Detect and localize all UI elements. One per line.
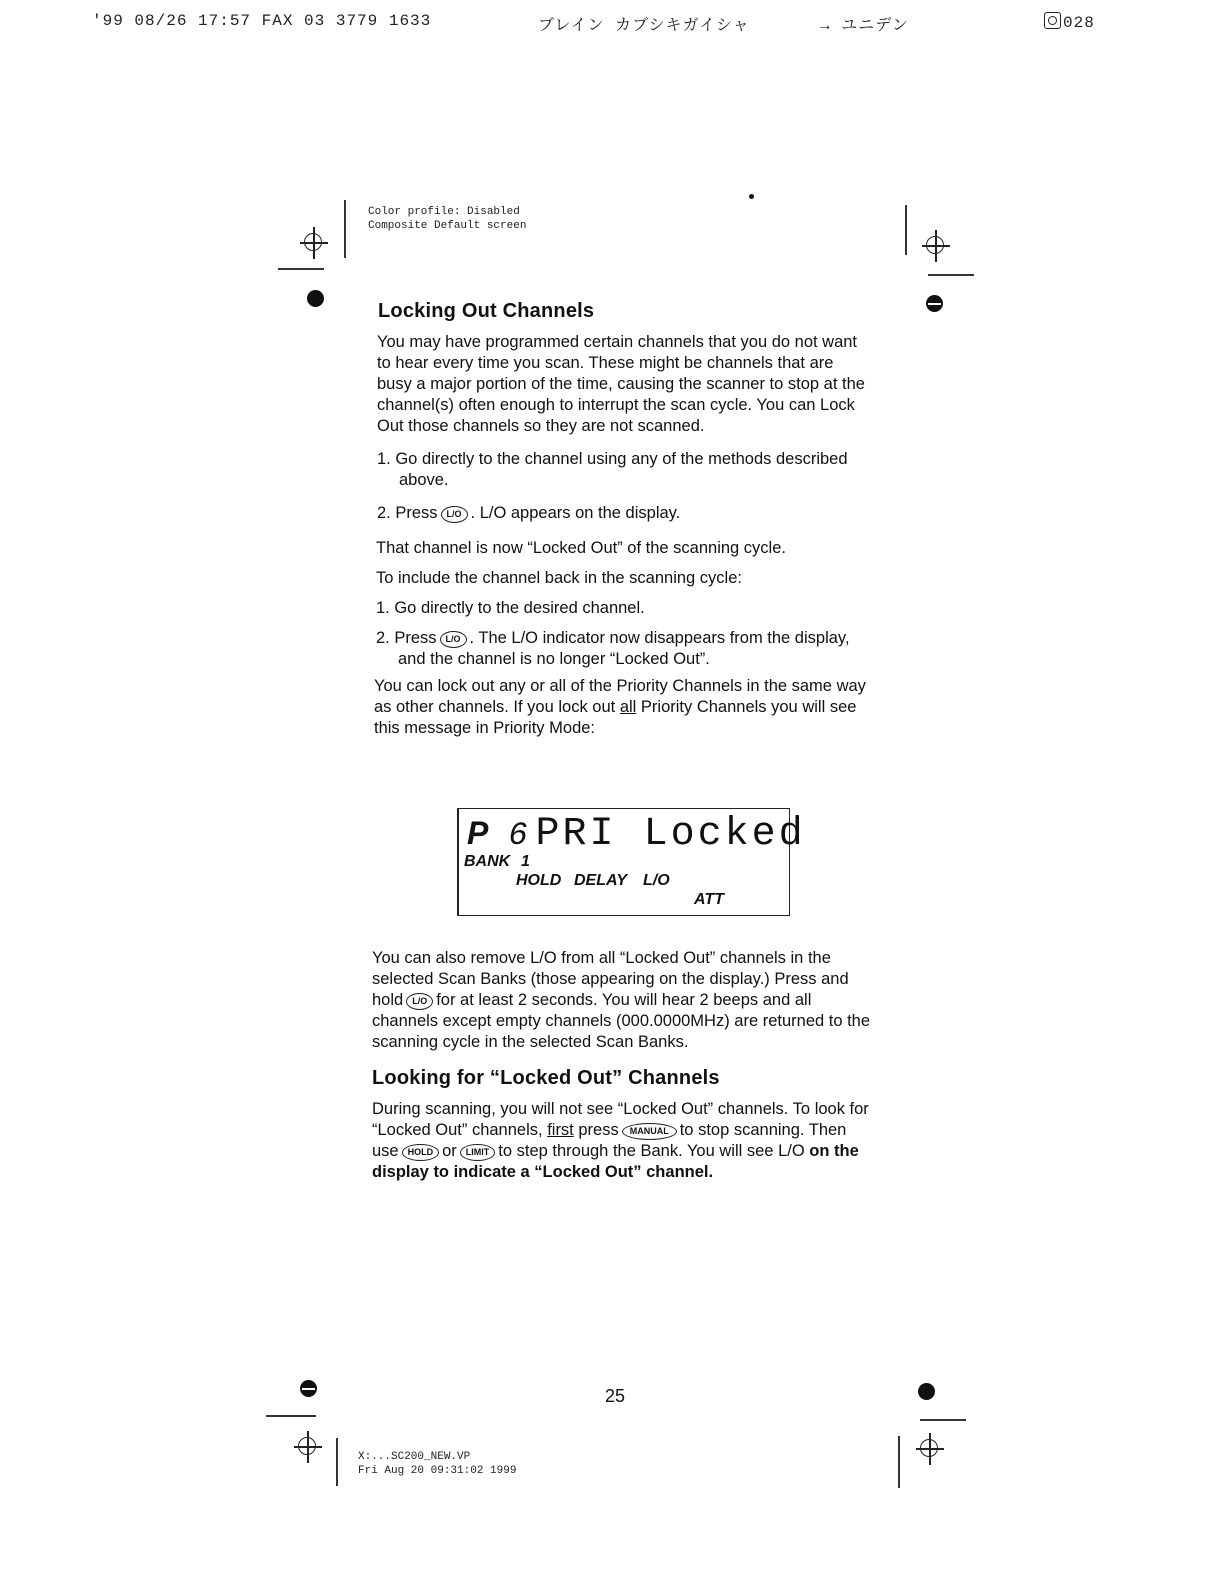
remove-text: You can also remove L/O from all “Locked Out” channels in the selected Scan Banks (those appearing on the display.) Press and hold <box>372 949 849 1009</box>
fax-page-counter <box>1044 12 1095 32</box>
registration-dot-icon <box>300 1380 317 1397</box>
include-intro: To include the channel back in the scanning cycle: <box>376 569 742 587</box>
crop-line <box>278 268 324 270</box>
step-text: 2. Press <box>376 629 437 647</box>
registration-dot-icon <box>926 295 943 312</box>
registration-mark-icon <box>296 1435 320 1459</box>
locked-note: That channel is now “Locked Out” of the scanning cycle. <box>376 539 786 557</box>
crop-line <box>928 274 974 276</box>
include-step-1: 1. Go directly to the desired channel. <box>376 599 645 617</box>
proof-info-bottom <box>358 1450 516 1478</box>
step-text: 2. Press <box>377 504 438 522</box>
lcd-hold-indicator: HOLD <box>516 872 562 889</box>
priority-emphasis: all <box>619 698 637 716</box>
step-text: . The L/O indicator now disappears from the display, and the channel is no longer “Locked Out”. <box>398 629 850 668</box>
section-heading-locking-out: Locking Out Channels <box>378 300 595 322</box>
registration-mark-icon <box>918 1437 942 1461</box>
fax-sender: ブレイン カブシキガイシャ <box>538 17 750 35</box>
looking-text: During scanning, you will not see “Locked Out” channels. To look for “Locked Out” channels, <box>372 1100 869 1139</box>
lcd-message: PRI Locked <box>535 812 806 857</box>
lo-button-icon: L/O <box>440 631 467 648</box>
looking-bold-text: on the display to indicate a “Locked Out” channel. <box>372 1142 859 1181</box>
manual-content <box>372 300 872 739</box>
lcd-bank-number: 1 <box>521 853 530 870</box>
lo-button-icon: L/O <box>441 506 468 523</box>
remove-text: for at least 2 seconds. You will hear 2 beeps and all channels except empty channels (000.0000MHz) are returned to the scanning cycle in the selected Scan Banks. <box>372 991 871 1051</box>
lcd-lo-indicator: L/O <box>643 872 670 889</box>
lcd-main-line <box>467 809 806 857</box>
lcd-att-indicator: ATT <box>694 891 724 908</box>
looking-emphasis: first <box>547 1121 574 1139</box>
crop-line <box>905 205 907 255</box>
fax-datetime: '99 08/26 17:57 FAX 03 3779 1633 <box>92 12 432 30</box>
fax-page-icon <box>1044 12 1061 29</box>
lockout-step-1: 1. Go directly to the channel using any of the methods described above. <box>377 450 848 489</box>
looking-paragraph <box>372 1099 872 1183</box>
page-number: 25 <box>605 1386 626 1406</box>
crop-line <box>266 1415 316 1417</box>
proof-info-top <box>368 205 526 233</box>
limit-down-button-icon: LIMIT <box>460 1144 496 1161</box>
bullet-dot-icon <box>307 290 324 307</box>
priority-text: You can lock out any or all of the Priority Channels in the same way as other channels. If you lock out <box>374 677 866 716</box>
intro-paragraph: You may have programmed certain channels that you do not want to hear every time you scan. These might be channels that are busy a major portion of the time, causing the scanner to stop at the channel(s) often enough to interrupt the scan cycle. You can Lock Out those channels so they are not scanned. <box>377 333 865 435</box>
hold-up-button-icon: HOLD <box>402 1144 440 1161</box>
registration-mark-icon <box>302 231 326 255</box>
fax-recipient: → ユニデン <box>820 17 909 35</box>
speck-dot-icon <box>749 194 754 199</box>
looking-text: L/O <box>778 1142 810 1160</box>
crop-line <box>344 200 346 258</box>
bullet-dot-icon <box>918 1383 935 1400</box>
looking-text: to step through the Bank. You will see <box>498 1142 779 1160</box>
registration-mark-icon <box>924 234 948 258</box>
lcd-delay-indicator: DELAY <box>574 872 628 889</box>
lcd-display <box>457 808 806 916</box>
print-date-text: Fri Aug 20 09:31:02 1999 <box>358 1465 517 1477</box>
manual-button-icon: MANUAL <box>622 1123 677 1140</box>
section-heading-looking-for: Looking for “Locked Out” Channels <box>372 1067 720 1089</box>
lcd-mode: P <box>467 815 489 851</box>
looking-text: or <box>442 1142 457 1160</box>
fax-page-number: 028 <box>1063 14 1095 32</box>
fax-header <box>0 12 1224 36</box>
file-path-text: X:...SC200_NEW.VP <box>358 1451 471 1463</box>
crop-line <box>336 1438 338 1486</box>
step-text: . L/O appears on the display. <box>470 504 681 522</box>
manual-content-lower <box>372 948 872 1183</box>
composite-text: Composite Default screen <box>368 220 527 232</box>
crop-line <box>920 1419 966 1421</box>
lcd-channel-number: 6 <box>508 817 528 854</box>
color-profile-text: Color profile: Disabled <box>368 206 520 218</box>
lo-button-icon: L/O <box>406 993 433 1010</box>
include-step-2 <box>376 628 872 670</box>
lcd-bank-label: BANK <box>464 853 511 870</box>
priority-text: Priority Channels you will see this message in Priority Mode: <box>374 698 857 737</box>
remove-lockout-paragraph <box>372 948 872 1053</box>
priority-paragraph <box>374 676 872 739</box>
looking-text: press <box>573 1121 619 1139</box>
lockout-step-2 <box>377 503 872 524</box>
looking-text: to stop scanning. Then use <box>372 1121 847 1160</box>
crop-line <box>898 1436 900 1488</box>
